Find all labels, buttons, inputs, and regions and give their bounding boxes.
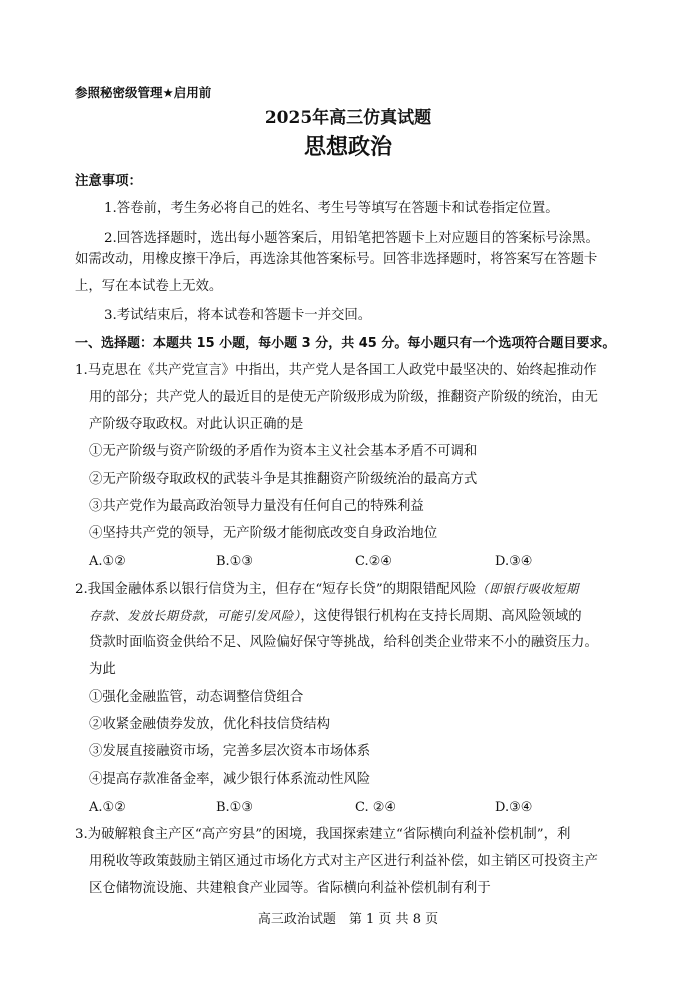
- q3-stem-line-1: 3.为破解粮食主产区“高产穷县”的困境，我国探索建立“省际横向利益补偿机制”，利: [75, 827, 571, 842]
- q2-stem-line-1-note: （即银行吸收短期: [476, 582, 579, 596]
- notice-item-1: 1.答卷前，考生务必将自己的姓名、考生号等填写在答题卡和试卷指定位置。: [104, 201, 559, 216]
- q2-option-a: A.①②: [89, 800, 126, 815]
- notice-item-2-line-1: 2.回答选择题时，选出每小题答案后，用铅笔把答题卡上对应题目的答案标号涂黑。: [104, 231, 599, 246]
- q2-option-c: C. ②④: [355, 800, 397, 815]
- q1-stem-line-1: 1.马克思在《共产党宣言》中指出，共产党人是各国工人政党中最坚决的、始终起推动作: [75, 363, 597, 378]
- q1-statement-3: ③共产党作为最高政治领导力量没有任何自己的特殊利益: [89, 499, 424, 514]
- notice-item-3: 3.考试结束后，将本试卷和答题卡一并交回。: [104, 308, 372, 323]
- exam-title: 2025年高三仿真试题: [264, 108, 432, 128]
- q2-statement-1: ①强化金融监管，动态调整信贷组合: [89, 690, 304, 705]
- q2-statement-3: ③发展直接融资市场，完善多层次资本市场体系: [89, 744, 371, 759]
- q2-stem-line-1-text: 2.我国金融体系以银行信贷为主，但存在“短存长贷”的期限错配风险: [75, 582, 477, 597]
- q1-option-a: A.①②: [89, 554, 126, 569]
- notice-item-2-line-2: 如需改动，用橡皮擦干净后，再选涂其他答案标号。回答非选择题时，将答案写在答题卡: [75, 252, 598, 267]
- q2-statement-2: ②收紧金融债券发放，优化科技信贷结构: [89, 717, 331, 732]
- q1-option-c: C.②④: [355, 554, 392, 569]
- secret-label: 参照秘密级管理★启用前: [75, 85, 212, 100]
- notice-heading: 注意事项：: [75, 174, 142, 189]
- q2-stem-line-4: 为此: [89, 662, 116, 677]
- q2-stem-line-1: [75, 580, 579, 599]
- q1-statement-1: ①无产阶级与资产阶级的矛盾作为资本主义社会基本矛盾不可调和: [89, 444, 478, 459]
- q2-stem-line-2-note: 存款、发放长期贷款，可能引发风险）: [89, 609, 301, 623]
- notice-item-2-line-3: 上，写在本试卷上无效。: [75, 279, 223, 294]
- q2-option-b: B.①③: [216, 800, 253, 815]
- q2-stem-line-2: [89, 607, 582, 626]
- subject-title: 思想政治: [303, 135, 392, 160]
- q1-statement-4: ④坚持共产党的领导，无产阶级才能彻底改变自身政治地位: [89, 526, 438, 541]
- q2-stem-line-3: 贷款时面临资金供给不足、风险偏好保守等挑战，给科创类企业带来不小的融资压力。: [89, 635, 598, 650]
- q1-statement-2: ②无产阶级夺取政权的武装斗争是其推翻资产阶级统治的最高方式: [89, 472, 478, 487]
- q1-option-b: B.①③: [216, 554, 253, 569]
- q3-stem-line-2: 用税收等政策鼓励主销区通过市场化方式对主产区进行利益补偿，如主销区可投资主产: [89, 854, 598, 869]
- q2-statement-4: ④提高存款准备金率，减少银行体系流动性风险: [89, 772, 371, 787]
- page-footer: 高三政治试题 第 1 页 共 8 页: [257, 912, 439, 927]
- section-heading: 一、选择题：本题共 15 小题，每小题 3 分，共 45 分。每小题只有一个选项符合题目要求。: [75, 336, 616, 351]
- q2-option-d: D.③④: [495, 800, 533, 815]
- q1-stem-line-3: 产阶级夺取政权。对此认识正确的是: [89, 417, 304, 432]
- q3-stem-line-3: 区仓储物流设施、共建粮食产业园等。省际横向利益补偿机制有利于: [89, 881, 491, 896]
- q1-option-d: D.③④: [495, 554, 533, 569]
- q1-stem-line-2: 用的部分；共产党人的最近目的是使无产阶级形成为阶级，推翻资产阶级的统治，由无: [89, 390, 598, 405]
- q2-stem-line-2-text: ，这使得银行机构在支持长周期、高风险领域的: [300, 609, 582, 624]
